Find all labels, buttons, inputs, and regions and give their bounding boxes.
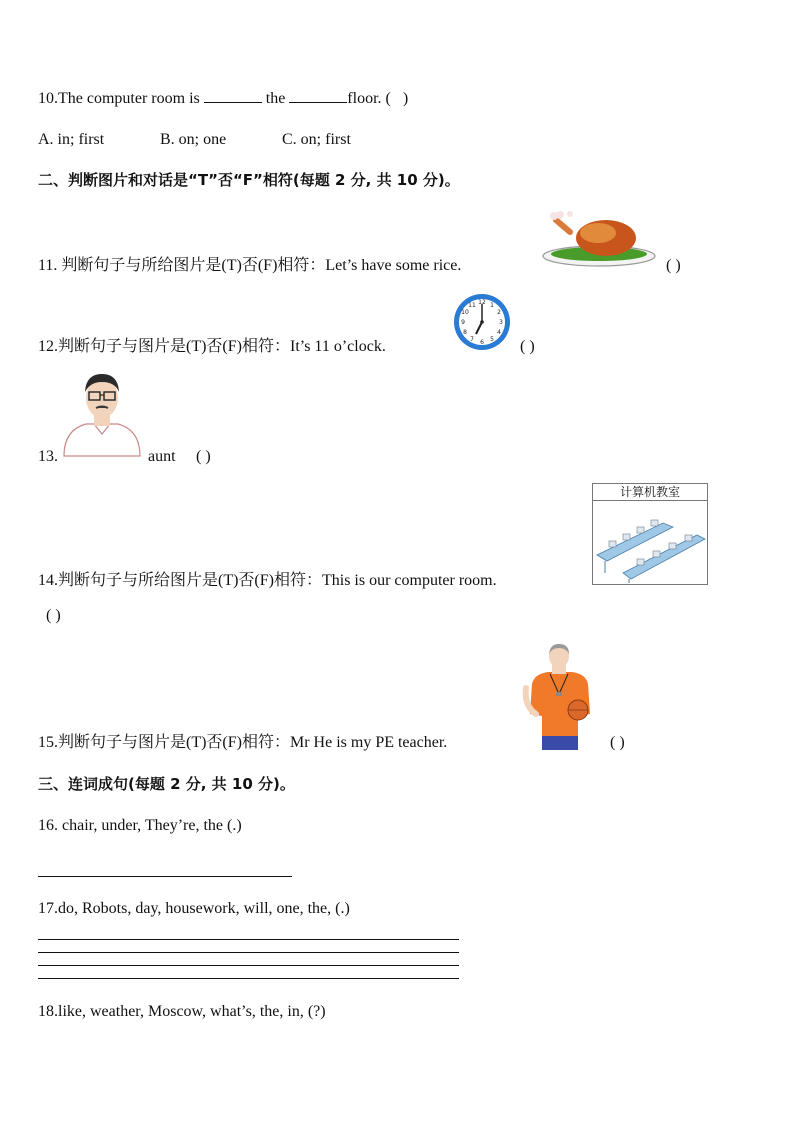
answer-line[interactable] xyxy=(38,978,459,979)
image-caption: 计算机教室 xyxy=(593,484,707,501)
question-16: 16. chair, under, They’re, the (.) xyxy=(38,817,242,834)
clock-icon xyxy=(452,292,512,352)
section-title: 二、判断图片和对话是“T”否“F”相符(每题 2 分, 共 10 分)。 xyxy=(38,171,460,189)
answer-blank[interactable] xyxy=(204,88,262,103)
svg-text:9: 9 xyxy=(461,319,465,326)
svg-text:6: 6 xyxy=(480,339,484,346)
option-a[interactable]: A. in; first xyxy=(38,131,105,148)
svg-text:10: 10 xyxy=(461,309,469,316)
svg-text:11: 11 xyxy=(468,302,476,309)
answer-paren[interactable]: ( ) xyxy=(520,338,535,355)
question-word: aunt xyxy=(148,448,176,465)
question-number: 10. xyxy=(38,90,58,107)
question-12 xyxy=(38,337,386,357)
question-number: 13. xyxy=(38,448,58,465)
section-title: 三、连词成句(每题 2 分, 共 10 分)。 xyxy=(38,775,295,793)
svg-text:7: 7 xyxy=(470,336,474,343)
question-18: 18.like, weather, Moscow, what’s, the, in, (?) xyxy=(38,1003,326,1020)
answer-blank[interactable] xyxy=(289,88,347,103)
roast-chicken-icon xyxy=(540,208,658,270)
desks-icon xyxy=(593,501,707,583)
question-text: the xyxy=(265,90,286,107)
computer-room-icon xyxy=(592,483,708,585)
answer-paren[interactable]: ( ) xyxy=(196,448,211,465)
option-c[interactable]: C. on; first xyxy=(282,131,351,148)
answer-line[interactable] xyxy=(38,965,459,966)
question-text: The computer room is xyxy=(58,90,200,107)
answer-line[interactable] xyxy=(38,939,459,940)
question-13 xyxy=(38,447,58,467)
question-text: 14.判断句子与所给图片是(T)否(F)相符：This is our computer room. xyxy=(38,572,497,589)
svg-text:5: 5 xyxy=(490,336,494,343)
paren-close: ) xyxy=(402,90,409,107)
question-text: 12.判断句子与图片是(T)否(F)相符：It’s 11 o’clock. xyxy=(38,338,386,355)
pe-teacher-icon xyxy=(522,644,598,750)
answer-paren[interactable]: ( ) xyxy=(46,607,61,624)
man-with-glasses-icon xyxy=(60,368,144,462)
answer-paren[interactable]: ( ) xyxy=(610,734,625,751)
svg-text:4: 4 xyxy=(497,329,501,336)
svg-text:12: 12 xyxy=(478,299,486,306)
answer-line[interactable] xyxy=(38,952,459,953)
svg-text:2: 2 xyxy=(497,309,501,316)
options-row xyxy=(38,130,351,150)
answer-line[interactable] xyxy=(38,876,292,877)
question-17: 17.do, Robots, day, housework, will, one, the, (.) xyxy=(38,900,350,917)
question-text: 11. 判断句子与所给图片是(T)否(F)相符：Let’s have some rice. xyxy=(38,257,462,274)
svg-text:3: 3 xyxy=(499,319,503,326)
option-b[interactable]: B. on; one xyxy=(160,131,227,148)
answer-paren[interactable]: ( ) xyxy=(666,257,681,274)
question-11 xyxy=(38,256,461,276)
svg-text:8: 8 xyxy=(463,329,467,336)
question-15 xyxy=(38,733,447,753)
question-10 xyxy=(38,88,408,109)
question-text: floor. ( xyxy=(347,90,391,107)
svg-text:1: 1 xyxy=(490,302,494,309)
question-14 xyxy=(38,571,497,591)
question-text: 15.判断句子与图片是(T)否(F)相符：Mr He is my PE teacher. xyxy=(38,734,448,751)
